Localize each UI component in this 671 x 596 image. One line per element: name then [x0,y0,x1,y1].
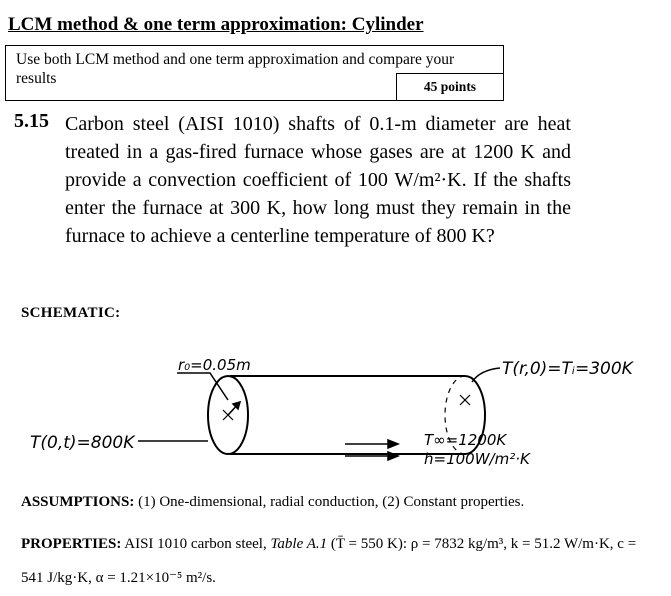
properties-label: PROPERTIES: [21,536,122,552]
convection-coef-label: h=100W/m²·K [424,450,530,468]
properties-material: AISI 1010 carbon steel, [121,536,271,552]
centerline-temp-label: T(0,t)=800K [30,433,135,453]
page-title: LCM method & one term approximation: Cylinder [8,14,424,35]
problem-statement: Carbon steel (AISI 1010) shafts of 0.1-m diameter are heat treated in a gas-fired furnace whose gases are at 1200 K and provide a convection coefficient of 100 W/m²·K. If the shafts enter the furnace at 300 K, how long must they remain in the furnace to achieve a centerline temperature of 800 K? [65,113,571,247]
properties [21,527,661,595]
assumptions [21,494,524,511]
problem-number: 5.15 [14,110,49,132]
instruction-box [5,45,504,101]
assumptions-label: ASSUMPTIONS: [21,494,135,510]
assumptions-text: (1) One-dimensional, radial conduction, (2) Constant properties. [134,494,525,510]
points-badge: 45 points [396,73,504,101]
properties-mean-temp: (T̄ = 550 K): [327,536,411,552]
radius-leader [177,373,228,400]
flow-arrows [345,440,398,460]
cylinder-schematic [0,340,671,480]
gas-temp-label: T∞=1200K [424,431,507,449]
radius-label: r₀=0.05m [178,356,251,374]
initial-temp-label: T(r,0)=Tᵢ=300K [502,359,633,379]
centerline-marker [223,395,470,420]
schematic-heading: SCHEMATIC: [21,305,121,321]
properties-values: ρ = 7832 kg/m³, k = 51.2 W/m·K, c = 541 J/kg·K, α = 1.21×10⁻⁵ m²/s. [21,536,637,586]
instruction-text: Use both LCM method and one term approximation and compare your results [16,51,455,87]
properties-table-ref: Table A.1 [270,536,328,552]
initial-temp-leader [472,368,500,382]
